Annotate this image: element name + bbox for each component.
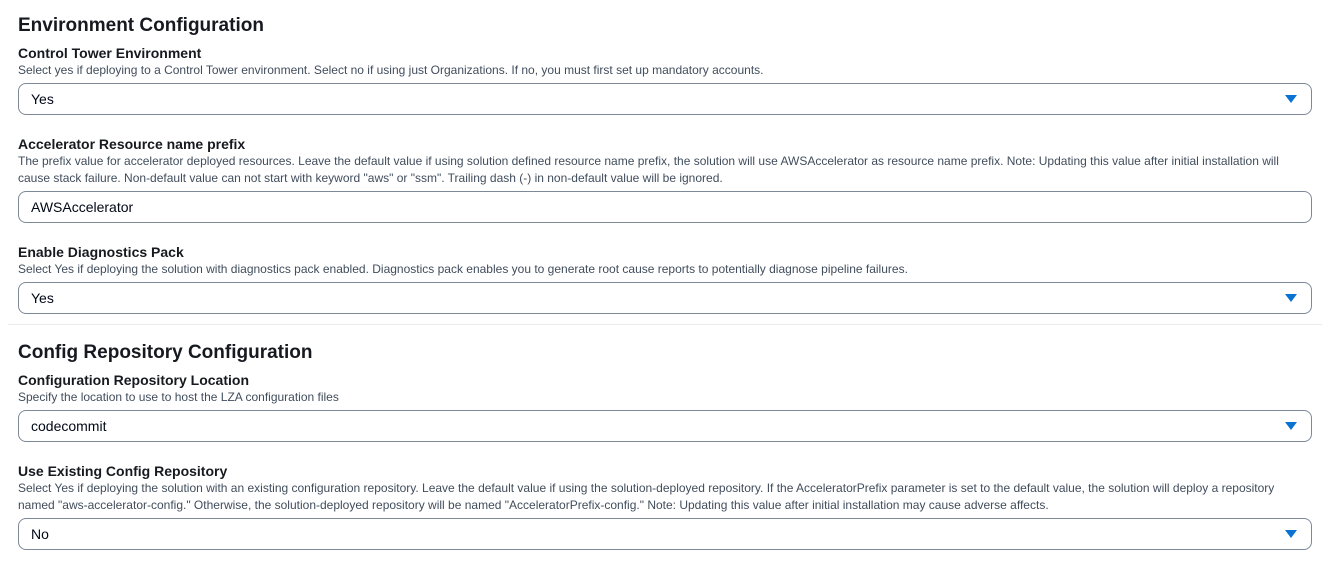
field-description: The prefix value for accelerator deployed resources. Leave the default value if using solution defined resource name prefix, the solution will use AWSAccelerator as resource name prefix. Note: Updating this value after initial installation will cause stack failure. Non-default value can not start with keyword "aws" or "ssm". Trailing dash (-) in non-default value will be ignored. bbox=[18, 154, 1279, 185]
field-label: Configuration Repository Location bbox=[18, 372, 249, 388]
control-tower-select[interactable] bbox=[18, 83, 1312, 115]
caret-down-icon bbox=[1285, 422, 1297, 430]
resource-prefix-input[interactable] bbox=[18, 191, 1312, 223]
input-value: AWSAccelerator bbox=[31, 199, 134, 215]
config-repository-section bbox=[0, 325, 1330, 550]
resource-prefix-field bbox=[18, 135, 1312, 223]
repository-location-select[interactable] bbox=[18, 410, 1312, 442]
existing-repository-select[interactable] bbox=[18, 518, 1312, 550]
field-label: Use Existing Config Repository bbox=[18, 463, 228, 479]
existing-repository-field bbox=[18, 462, 1312, 550]
repository-location-field bbox=[18, 371, 1312, 442]
field-label: Accelerator Resource name prefix bbox=[18, 136, 246, 152]
diagnostics-pack-field bbox=[18, 243, 1312, 314]
caret-down-icon bbox=[1285, 95, 1297, 103]
field-description: Select Yes if deploying the solution with an existing configuration repository. Leave the default value if using the solution-deployed repository. If the AcceleratorPrefix parameter is set to the default value, the solution will deploy a repository named "aws-accelerator-config." Otherwise, the solution-deployed repository will be named "AcceleratorPrefix-config." Note: Updating this value after initial installation may cause adverse affects. bbox=[18, 481, 1275, 512]
section-title: Environment Configuration bbox=[18, 15, 264, 36]
caret-down-icon bbox=[1285, 294, 1297, 302]
select-value: Yes bbox=[31, 290, 54, 306]
field-description: Select Yes if deploying the solution with diagnostics pack enabled. Diagnostics pack enables you to generate root cause reports to potentially diagnose pipeline failures. bbox=[18, 262, 908, 276]
section-title: Config Repository Configuration bbox=[18, 342, 313, 363]
select-value: Yes bbox=[31, 91, 54, 107]
control-tower-field bbox=[18, 44, 1312, 115]
field-description: Specify the location to use to host the LZA configuration files bbox=[18, 390, 339, 404]
field-description: Select yes if deploying to a Control Tower environment. Select no if using just Organizations. If no, you must first set up mandatory accounts. bbox=[18, 63, 764, 77]
field-label: Control Tower Environment bbox=[18, 45, 202, 61]
caret-down-icon bbox=[1285, 530, 1297, 538]
select-value: No bbox=[31, 526, 49, 542]
select-value: codecommit bbox=[31, 418, 107, 434]
field-label: Enable Diagnostics Pack bbox=[18, 244, 184, 260]
diagnostics-pack-select[interactable] bbox=[18, 282, 1312, 314]
